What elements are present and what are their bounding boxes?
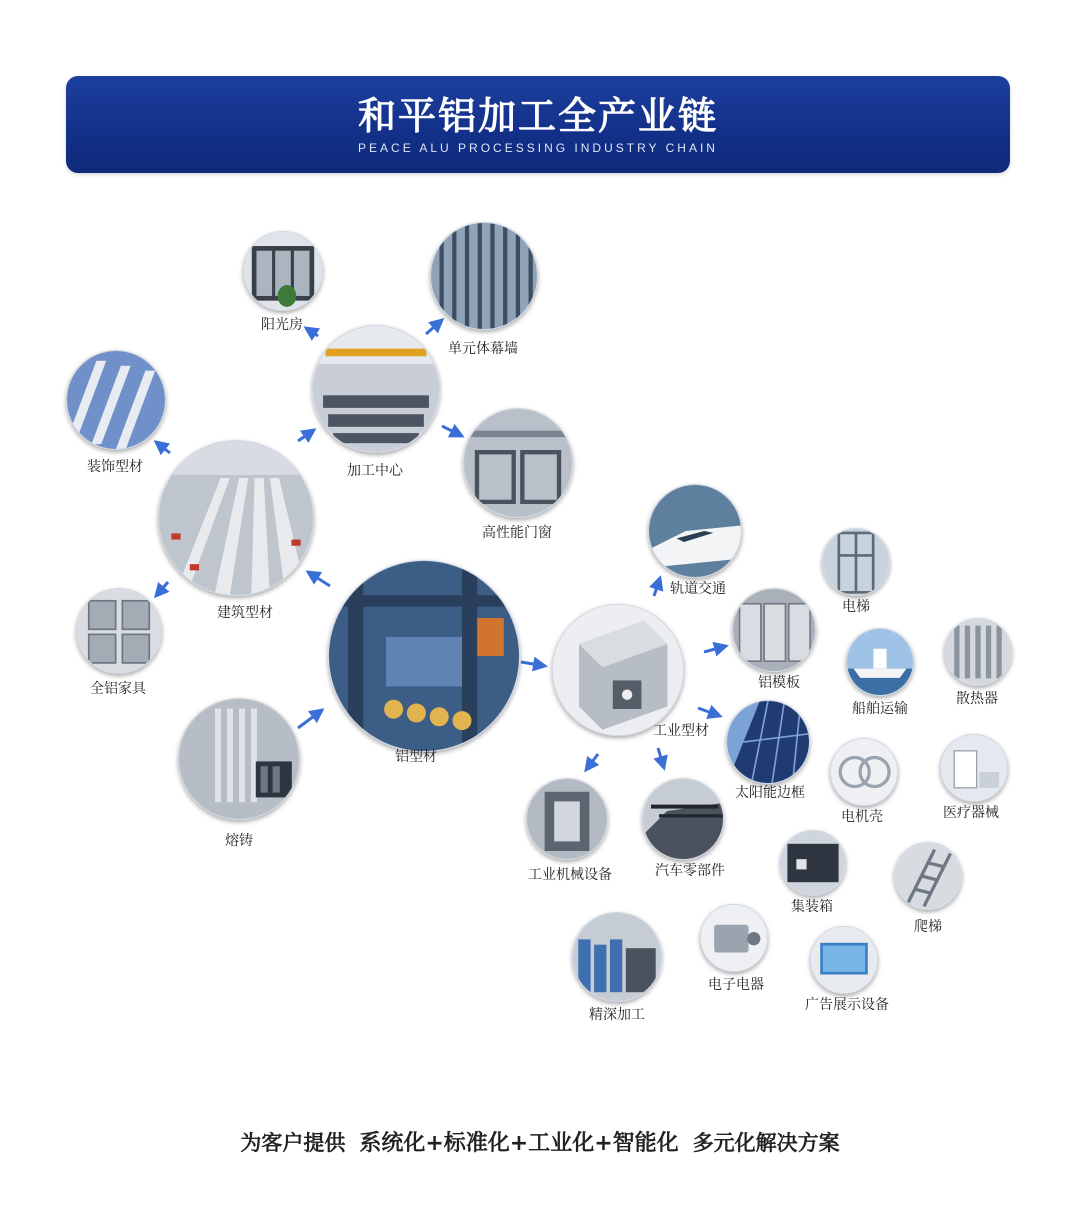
arrow-lvxingcai-to-gongye — [521, 662, 545, 666]
node-label: 铝型材 — [395, 749, 437, 765]
rail-train-photo-icon — [648, 484, 742, 578]
node-label: 电梯 — [842, 599, 870, 615]
node-label: 阳光房 — [261, 317, 303, 333]
node-label: 精深加工 — [589, 1007, 645, 1023]
arrow-gongye-to-qiche — [658, 748, 664, 768]
node-label: 建筑型材 — [217, 605, 273, 621]
aluminum-formwork-photo-icon — [732, 588, 816, 672]
arrow-jiagong-to-danyuan — [426, 320, 442, 334]
node-label: 高性能门窗 — [482, 525, 552, 541]
auto-parts-photo-icon — [642, 778, 724, 860]
arrow-jianzhu-to-zhuangshi — [156, 442, 170, 453]
slogan-right: 多元化解决方案 — [692, 1131, 840, 1155]
slogan-left: 为客户提供 — [240, 1131, 346, 1155]
node-label: 集装箱 — [791, 899, 833, 915]
window-door-photo-icon — [463, 408, 573, 518]
industrial-machinery-photo-icon — [526, 778, 608, 860]
industrial-profile-photo-icon — [552, 604, 684, 736]
deep-processing-photo-icon — [572, 912, 662, 1002]
curtain-wall-photo-icon — [430, 222, 538, 330]
container-photo-icon — [780, 830, 846, 896]
arrow-gongye-to-gongyejixie — [586, 754, 598, 770]
ship-photo-icon — [846, 628, 914, 696]
node-label: 汽车零部件 — [655, 863, 725, 879]
sunroom-photo-icon — [243, 231, 323, 311]
arrow-lvxingcai-to-jianzhu — [308, 572, 330, 586]
machining-center-photo-icon — [312, 325, 440, 453]
node-label: 电机壳 — [841, 809, 883, 825]
node-label: 装饰型材 — [87, 459, 143, 475]
node-label: 工业型材 — [653, 723, 709, 739]
arrow-jianzhu-to-jiagong — [298, 430, 314, 441]
solar-frame-photo-icon — [726, 700, 810, 784]
arrow-jiagong-to-gaoxingneng — [442, 426, 462, 436]
arrow-rongzhu-to-lvxingcai — [298, 710, 322, 728]
arrow-gongye-to-guidao — [654, 578, 660, 596]
node-label: 船舶运输 — [852, 701, 908, 717]
arrow-jiagong-to-yangguangfang — [306, 328, 318, 336]
node-label: 全铝家具 — [90, 681, 146, 697]
aluminum-extrusion-photo-icon — [328, 560, 520, 752]
node-label: 散热器 — [956, 691, 998, 707]
radiator-photo-icon — [944, 618, 1012, 686]
node-label: 医疗器械 — [943, 805, 999, 821]
footer-slogan — [0, 1128, 1080, 1159]
page-subtitle: PEACE ALU PROCESSING INDUSTRY CHAIN — [358, 141, 718, 155]
elevator-photo-icon — [822, 528, 890, 596]
header-banner — [66, 76, 1010, 173]
node-label: 工业机械设备 — [528, 867, 612, 883]
electronics-photo-icon — [700, 904, 768, 972]
arrow-gongye-to-taiyang — [698, 708, 720, 716]
arrow-jianzhu-to-quanlv — [156, 582, 168, 596]
node-label: 轨道交通 — [670, 581, 726, 597]
casting-photo-icon — [178, 698, 300, 820]
node-label: 太阳能边框 — [735, 785, 805, 801]
display-equipment-photo-icon — [810, 926, 878, 994]
medical-device-photo-icon — [940, 734, 1008, 802]
node-label: 单元体幕墙 — [448, 341, 518, 357]
node-label: 铝模板 — [758, 675, 800, 691]
decorative-profile-photo-icon — [66, 350, 166, 450]
page-title: 和平铝加工全产业链 — [357, 94, 718, 138]
aluminum-furniture-photo-icon — [76, 588, 162, 674]
slogan-middle: 系统化+标准化+工业化+智能化 — [359, 1131, 679, 1156]
node-label: 电子电器 — [708, 977, 764, 993]
node-label: 加工中心 — [347, 463, 403, 479]
node-label: 熔铸 — [225, 833, 253, 849]
node-label: 爬梯 — [914, 919, 942, 935]
arrow-gongye-to-lvmoban — [704, 646, 726, 652]
motor-housing-photo-icon — [830, 738, 898, 806]
ladder-photo-icon — [894, 842, 962, 910]
node-label: 广告展示设备 — [805, 997, 889, 1013]
building-profile-photo-icon — [158, 440, 314, 596]
